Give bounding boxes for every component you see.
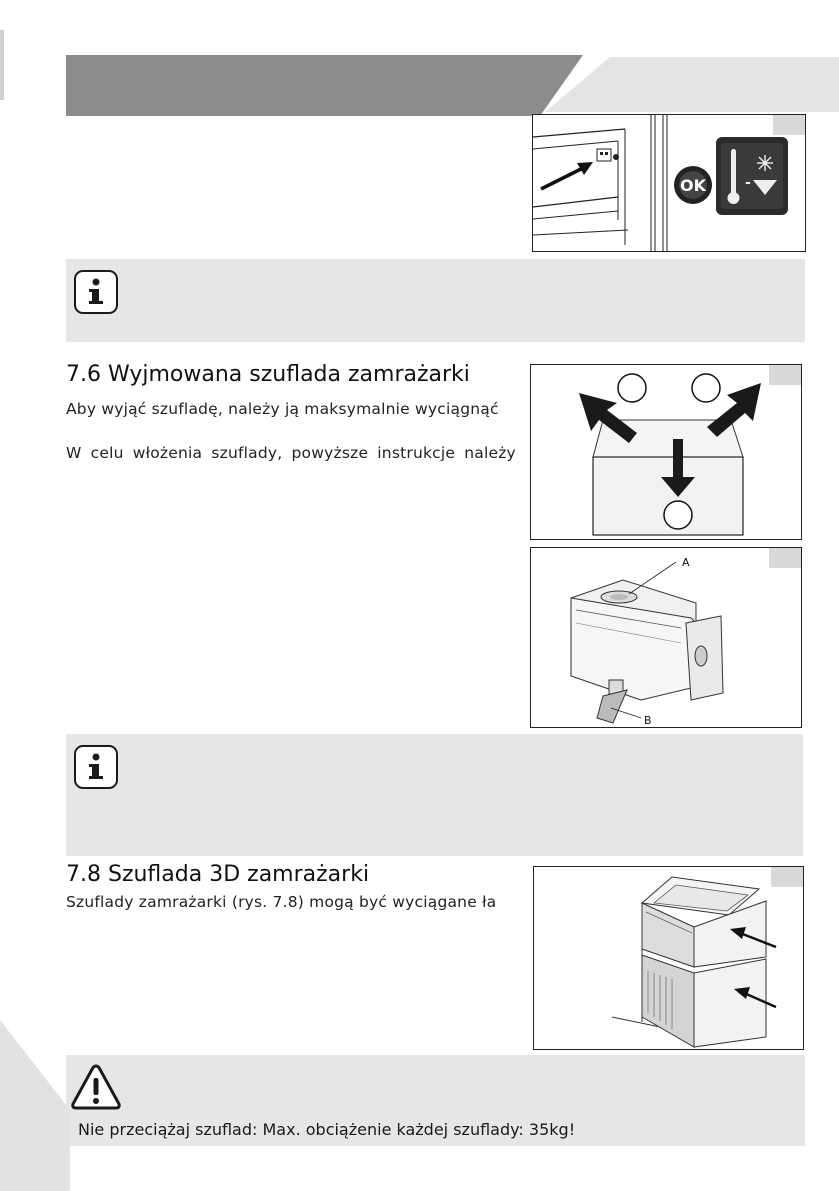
header-banner [0, 0, 839, 125]
section-heading-7-6: 7.6 Wyjmowana szuflada zamrażarki [66, 362, 470, 387]
corner-decoration [0, 1020, 70, 1191]
warning-triangle-icon [70, 1063, 122, 1111]
section-7-6-line-2: W celu włożenia szuflady, powyższe instrukcje należy [66, 444, 516, 462]
figure-ice-tray [530, 547, 802, 728]
drawer-removal-illustration [531, 365, 802, 540]
figure-number-tab [771, 867, 803, 887]
ok-label: OK [680, 176, 706, 195]
label-a: A [682, 556, 690, 569]
section-7-6-line-1: Aby wyjąć szufladę, należy ją maksymalnie wyciągnąć [66, 400, 499, 418]
warning-note [66, 1055, 805, 1146]
figure-number-tab [769, 365, 801, 385]
section-7-8-line-1: Szuflady zamrażarki (rys. 7.8) mogą być wyciągane ła [66, 893, 497, 911]
fridge-shelf-illustration [533, 115, 806, 252]
warning-text: Nie przeciążaj szuflad: Max. obciążenie każdej szuflady: 35kg! [78, 1120, 576, 1139]
figure-control-panel [532, 114, 806, 252]
section-heading-7-8: 7.8 Szuflada 3D zamrażarki [66, 862, 370, 887]
minus-label: - [745, 175, 751, 191]
info-note-1 [66, 259, 805, 342]
info-note-2 [66, 734, 803, 856]
3d-drawers-illustration [534, 867, 804, 1050]
ice-tray-illustration [531, 548, 802, 728]
info-icon [74, 745, 118, 789]
figure-drawer-removal [530, 364, 802, 540]
label-b: B [644, 714, 652, 727]
figure-number-tab [769, 548, 801, 568]
figure-number-tab [773, 115, 805, 135]
info-icon [74, 270, 118, 314]
figure-3d-drawers [533, 866, 804, 1050]
